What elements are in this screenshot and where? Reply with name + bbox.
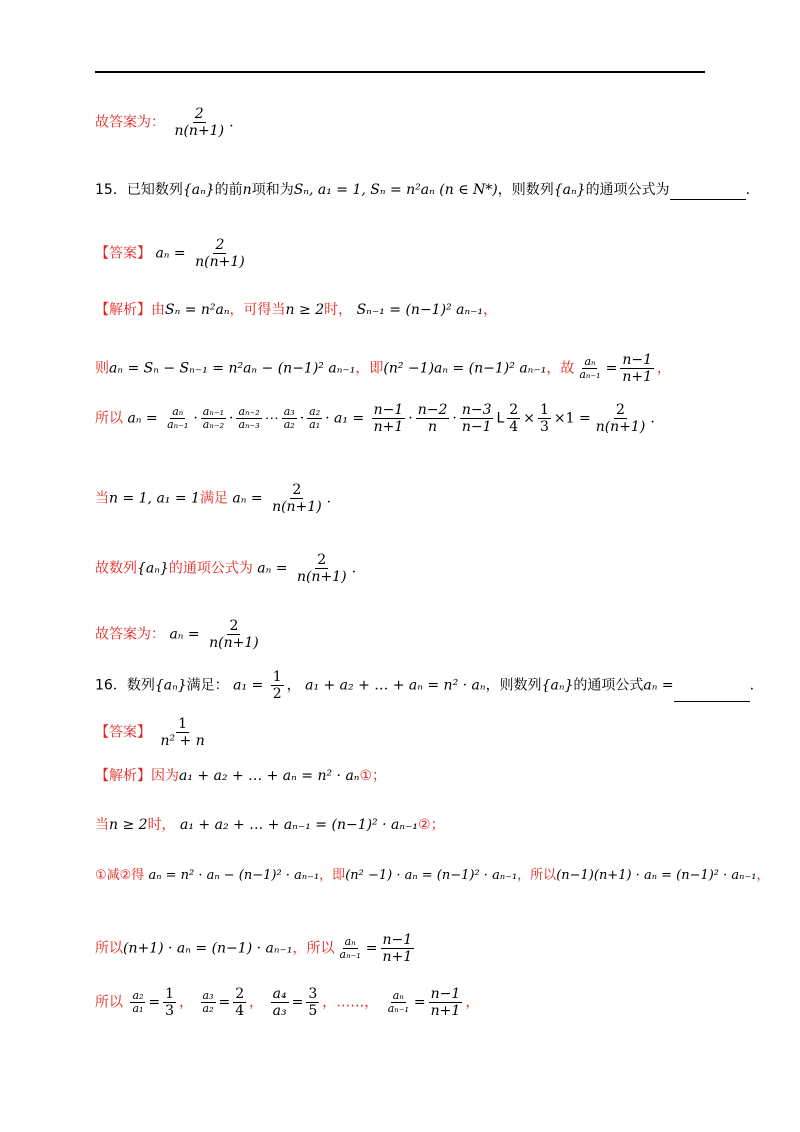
- fraction-numerator: aₙ₋₂: [238, 405, 260, 418]
- product-fraction: [416, 402, 450, 435]
- fraction-denominator: 2: [272, 686, 282, 702]
- solution-text: ；: [372, 768, 387, 784]
- fraction-denominator: 5: [308, 1003, 318, 1019]
- ratio-value-fraction: [233, 986, 246, 1019]
- formula: a₁ =: [233, 677, 264, 694]
- variable-n: n: [242, 182, 252, 198]
- sequence-symbol: {aₙ}: [182, 182, 215, 198]
- ratio-fraction: [577, 356, 602, 381]
- fraction-denominator: n(n+1): [174, 123, 225, 139]
- fraction-numerator: 3: [308, 986, 318, 1002]
- fraction-numerator: n−1: [622, 352, 652, 368]
- solution-text: 故数列: [95, 560, 137, 577]
- product-fraction: [307, 406, 322, 431]
- fraction-denominator: aₙ₋₁: [387, 1002, 409, 1015]
- fraction-denominator: n(n+1): [595, 419, 646, 435]
- ellipsis: ⋯: [264, 410, 279, 427]
- formula: · a₁ =: [325, 410, 365, 427]
- q15-answer: [95, 237, 250, 270]
- fraction-numerator: 1: [272, 669, 282, 685]
- q15-final-answer: [95, 618, 264, 651]
- fraction-numerator: a₃: [202, 989, 214, 1002]
- product-fraction: [236, 406, 261, 431]
- prev-answer-line: [95, 106, 234, 139]
- fraction-numerator: 2: [229, 618, 239, 634]
- fraction-numerator: 1: [539, 402, 549, 418]
- fraction-denominator: n(n+1): [272, 499, 322, 515]
- period: .: [326, 490, 332, 507]
- fraction-denominator: n+1: [382, 949, 413, 965]
- comma: ，: [322, 994, 337, 1011]
- analysis-label: 【解析】由: [95, 302, 165, 318]
- solution-text: 所以: [95, 410, 123, 427]
- fraction-denominator: a₃: [272, 1003, 287, 1019]
- formula-lhs: aₙ =: [643, 677, 674, 694]
- answer-label: 故答案为：: [95, 626, 165, 643]
- formula: ×1 =: [553, 410, 591, 427]
- formula: a₁ + a₂ + … + aₙ₋₁ = (n−1)² · aₙ₋₁: [180, 817, 419, 833]
- fraction-denominator: aₙ₋₁: [167, 418, 189, 431]
- solution-text: ，: [756, 868, 770, 883]
- fraction-numerator: 2: [194, 106, 204, 122]
- final-fraction: [207, 618, 261, 651]
- q15-stem-text: 15．已知数列: [95, 182, 183, 198]
- check-fraction: [270, 482, 324, 515]
- fraction-denominator: aₙ₋₃: [238, 418, 260, 431]
- fraction-denominator: n(n+1): [195, 254, 245, 270]
- fraction-numerator: n−1: [382, 932, 413, 948]
- product-fraction: [372, 402, 406, 435]
- q16-stem: [95, 669, 754, 702]
- equation-marker: ①: [359, 768, 373, 784]
- ellipsis: L: [496, 410, 505, 427]
- q16-solution-line-4: [95, 932, 417, 965]
- period: .: [650, 410, 655, 427]
- equation-marker: ②: [418, 817, 431, 833]
- conclusion-fraction: [295, 552, 349, 585]
- sequence-symbol: {aₙ}: [541, 677, 574, 694]
- fraction-numerator: 2: [317, 552, 327, 568]
- solution-text: ，即: [355, 360, 384, 377]
- answer-blank: [674, 687, 750, 702]
- q16-stem-text: 满足：: [186, 677, 229, 694]
- solution-text: 当: [95, 490, 109, 507]
- comma: ，: [179, 994, 194, 1011]
- fraction-numerator: a₄: [272, 986, 287, 1002]
- solution-text: 时，: [147, 817, 176, 833]
- product-fraction: [538, 402, 551, 435]
- equals-sign: =: [413, 994, 426, 1011]
- result-fraction: [594, 402, 648, 435]
- prev-answer-fraction: [172, 106, 226, 139]
- product-fraction: [460, 402, 494, 435]
- analysis-label: 【解析】因为: [95, 768, 179, 784]
- q15-solution-line-1: [95, 300, 497, 320]
- q15-solution-line-2: [95, 352, 671, 385]
- fraction-denominator: n: [428, 419, 438, 435]
- q16-stem-text: ，则数列: [485, 677, 542, 694]
- fraction-numerator: n−1: [430, 986, 461, 1002]
- q15-solution-line-5: [95, 552, 356, 585]
- fraction-numerator: aₙ₋₁: [202, 405, 225, 418]
- solution-text: 的通项公式为: [168, 560, 253, 577]
- solution-text: ，可得当: [229, 302, 286, 318]
- fraction-numerator: a₂: [309, 405, 321, 418]
- fraction-numerator: 2: [509, 402, 519, 418]
- equals-sign: =: [605, 360, 618, 377]
- solution-text: ①减②得: [95, 868, 145, 883]
- fraction-denominator: n² + n: [160, 733, 205, 749]
- ratio-fraction: [386, 990, 411, 1015]
- initial-value-fraction: [271, 669, 284, 702]
- solution-text: 当: [95, 817, 109, 833]
- q15-solution-line-4: [95, 482, 331, 515]
- fraction-numerator: n−1: [373, 402, 404, 418]
- fraction-numerator: n−2: [417, 402, 448, 418]
- formula-lhs: aₙ =: [127, 410, 158, 427]
- fraction-denominator: n+1: [430, 1003, 461, 1019]
- q15-condition-formula: Sₙ, a₁ = 1, Sₙ = n²aₙ (n ∈ N*): [293, 182, 498, 198]
- formula: (n² −1)aₙ = (n−1)² aₙ₋₁: [383, 360, 547, 377]
- q16-solution-line-5: [95, 986, 479, 1019]
- q15-solution-line-3: 所以 aₙ = $\frac{\text{aₙ}}{\text{aₙ₋₁}}$ · $\frac{\text{aₙ₋₁}}{\text{aₙ₋₂}}$ · $\frac{\text{aₙ₋₂}}{\text{aₙ₋₃}}$ ⋯ $\frac{\text{a₃}}{\text{a₂}}$ · $\frac{\text{a₂}}{\text{a₁}}$ · a₁ = $\frac{n-1}{n+1}$ · $\frac{n-2}{n}$ · $\frac{n-3}{n-1}$ L $\frac{2}{4}$ × $\frac{1}{3}$ ×1 = $\frac{2}{n(n+1)}$ .: [95, 402, 655, 435]
- formula-lhs: aₙ =: [155, 245, 186, 262]
- q16-solution-line-3: [95, 866, 770, 886]
- formula: Sₙ₋₁ = (n−1)² aₙ₋₁: [356, 302, 484, 318]
- ratio-value-fraction: [163, 986, 176, 1019]
- fraction-numerator: 1: [165, 986, 175, 1002]
- fraction-numerator: 2: [235, 986, 245, 1002]
- fraction-denominator: 4: [509, 419, 519, 435]
- period: .: [749, 677, 755, 694]
- solution-text: 时，: [324, 302, 353, 318]
- fraction-denominator: a₂: [202, 1002, 214, 1015]
- formula: (n+1) · aₙ = (n−1) · aₙ₋₁: [123, 940, 293, 957]
- fraction-numerator: a₂: [132, 989, 144, 1002]
- formula: Sₙ = n²aₙ: [165, 302, 230, 318]
- fraction-denominator: n+1: [622, 369, 652, 385]
- comma: ，: [364, 994, 379, 1011]
- fraction-denominator: a₁: [309, 418, 321, 431]
- period: .: [745, 182, 751, 198]
- fraction-denominator: 3: [539, 419, 549, 435]
- fraction-denominator: aₙ₋₂: [202, 418, 225, 431]
- period: .: [351, 560, 357, 577]
- fraction-numerator: n−3: [461, 402, 492, 418]
- sequence-symbol: {aₙ}: [154, 677, 187, 694]
- solution-text: ，所以: [292, 940, 335, 957]
- q16-answer-fraction: [158, 716, 206, 749]
- q15-answer-fraction: [193, 237, 247, 270]
- fraction-denominator: n−1: [461, 419, 492, 435]
- equals-sign: =: [291, 994, 304, 1011]
- q16-stem-text: 16．数列: [95, 677, 155, 694]
- fraction-numerator: 1: [178, 716, 188, 732]
- fraction-numerator: aₙ: [344, 935, 356, 948]
- sequence-symbol: {aₙ}: [137, 560, 169, 577]
- formula: n ≥ 2: [285, 302, 325, 318]
- fraction-denominator: aₙ₋₁: [339, 948, 361, 961]
- fraction-denominator: n+1: [373, 419, 404, 435]
- answer-label: 【答案】: [95, 724, 151, 741]
- solution-text: ；: [430, 817, 445, 833]
- q15-stem-text: 项和为: [251, 182, 294, 198]
- solution-text: ，故: [546, 360, 575, 377]
- fraction-denominator: a₂: [283, 418, 295, 431]
- ellipsis: ……: [336, 994, 365, 1011]
- formula: aₙ = n² · aₙ − (n−1)² · aₙ₋₁: [148, 868, 320, 883]
- ratio-fraction: [130, 990, 145, 1015]
- equals-sign: =: [218, 994, 231, 1011]
- formula-lhs: aₙ =: [257, 560, 288, 577]
- ratio-fraction: [620, 352, 654, 385]
- formula-lhs: aₙ =: [232, 490, 263, 507]
- solution-text: 所以: [95, 994, 123, 1011]
- answer-label: 故答案为：: [95, 114, 165, 131]
- formula: n ≥ 2: [109, 817, 148, 833]
- equals-sign: =: [148, 994, 161, 1011]
- answer-label: 【答案】: [95, 245, 151, 262]
- formula: (n−1)(n+1) · aₙ = (n−1)² · aₙ₋₁: [556, 868, 757, 883]
- formula: a₁ + a₂ + … + aₙ = n² · aₙ: [179, 768, 360, 784]
- ratio-fraction: [201, 990, 216, 1015]
- q15-stem-text: ，则数列: [497, 182, 554, 198]
- fraction-numerator: 2: [616, 402, 625, 418]
- fraction-numerator: aₙ: [584, 355, 596, 368]
- period: .: [229, 114, 234, 131]
- fraction-numerator: 2: [215, 237, 225, 253]
- solution-text: ，: [465, 994, 480, 1011]
- comma: ，: [286, 677, 301, 694]
- q16-solution-line-1: [95, 766, 386, 786]
- product-fraction: [507, 402, 520, 435]
- header-rule: [95, 71, 705, 73]
- ratio-value-fraction: [306, 986, 319, 1019]
- formula: aₙ = Sₙ − Sₙ₋₁ = n²aₙ − (n−1)² aₙ₋₁: [109, 360, 356, 377]
- q16-condition-formula: a₁ + a₂ + … + aₙ = n² · aₙ: [305, 677, 486, 694]
- product-fraction: [201, 406, 226, 431]
- formula-lhs: aₙ =: [169, 626, 200, 643]
- fraction-denominator: a₁: [132, 1002, 144, 1015]
- q16-stem-text: 的通项公式: [573, 677, 644, 694]
- solution-text: ，: [656, 360, 671, 377]
- solution-text: ，: [483, 302, 498, 318]
- ratio-fraction: [338, 936, 363, 961]
- solution-text: 所以: [95, 940, 123, 957]
- fraction-numerator: aₙ: [172, 405, 184, 418]
- solution-text: 则: [95, 360, 109, 377]
- formula: n = 1, a₁ = 1: [109, 490, 200, 507]
- ratio-fraction: [271, 986, 289, 1019]
- product-fraction: [165, 406, 190, 431]
- fraction-denominator: n(n+1): [209, 635, 259, 651]
- fraction-denominator: 3: [165, 1003, 175, 1019]
- q15-stem-text: 的前: [214, 182, 243, 198]
- q16-answer: [95, 716, 210, 749]
- fraction-denominator: 4: [235, 1003, 245, 1019]
- sequence-symbol: {aₙ}: [553, 182, 586, 198]
- ratio-value-fraction: [429, 986, 463, 1019]
- fraction-numerator: aₙ: [392, 989, 404, 1002]
- times-sign: ×: [523, 410, 535, 427]
- ratio-fraction: [381, 932, 415, 965]
- q15-stem: [95, 180, 750, 200]
- fraction-denominator: aₙ₋₁: [579, 368, 601, 381]
- product-fraction: [282, 406, 297, 431]
- q15-stem-text: 的通项公式为: [585, 182, 670, 198]
- solution-text: ，所以: [517, 868, 557, 883]
- solution-text: 满足: [199, 490, 228, 507]
- fraction-numerator: a₃: [283, 405, 295, 418]
- formula: (n² −1) · aₙ = (n−1)² · aₙ₋₁: [345, 868, 518, 883]
- q16-solution-line-2: [95, 815, 445, 835]
- comma: ，: [249, 994, 264, 1011]
- fraction-denominator: n(n+1): [296, 569, 347, 585]
- solution-text: ，即: [319, 868, 346, 883]
- answer-blank: [670, 185, 746, 200]
- fraction-numerator: 2: [292, 482, 302, 498]
- equals-sign: =: [365, 940, 378, 957]
